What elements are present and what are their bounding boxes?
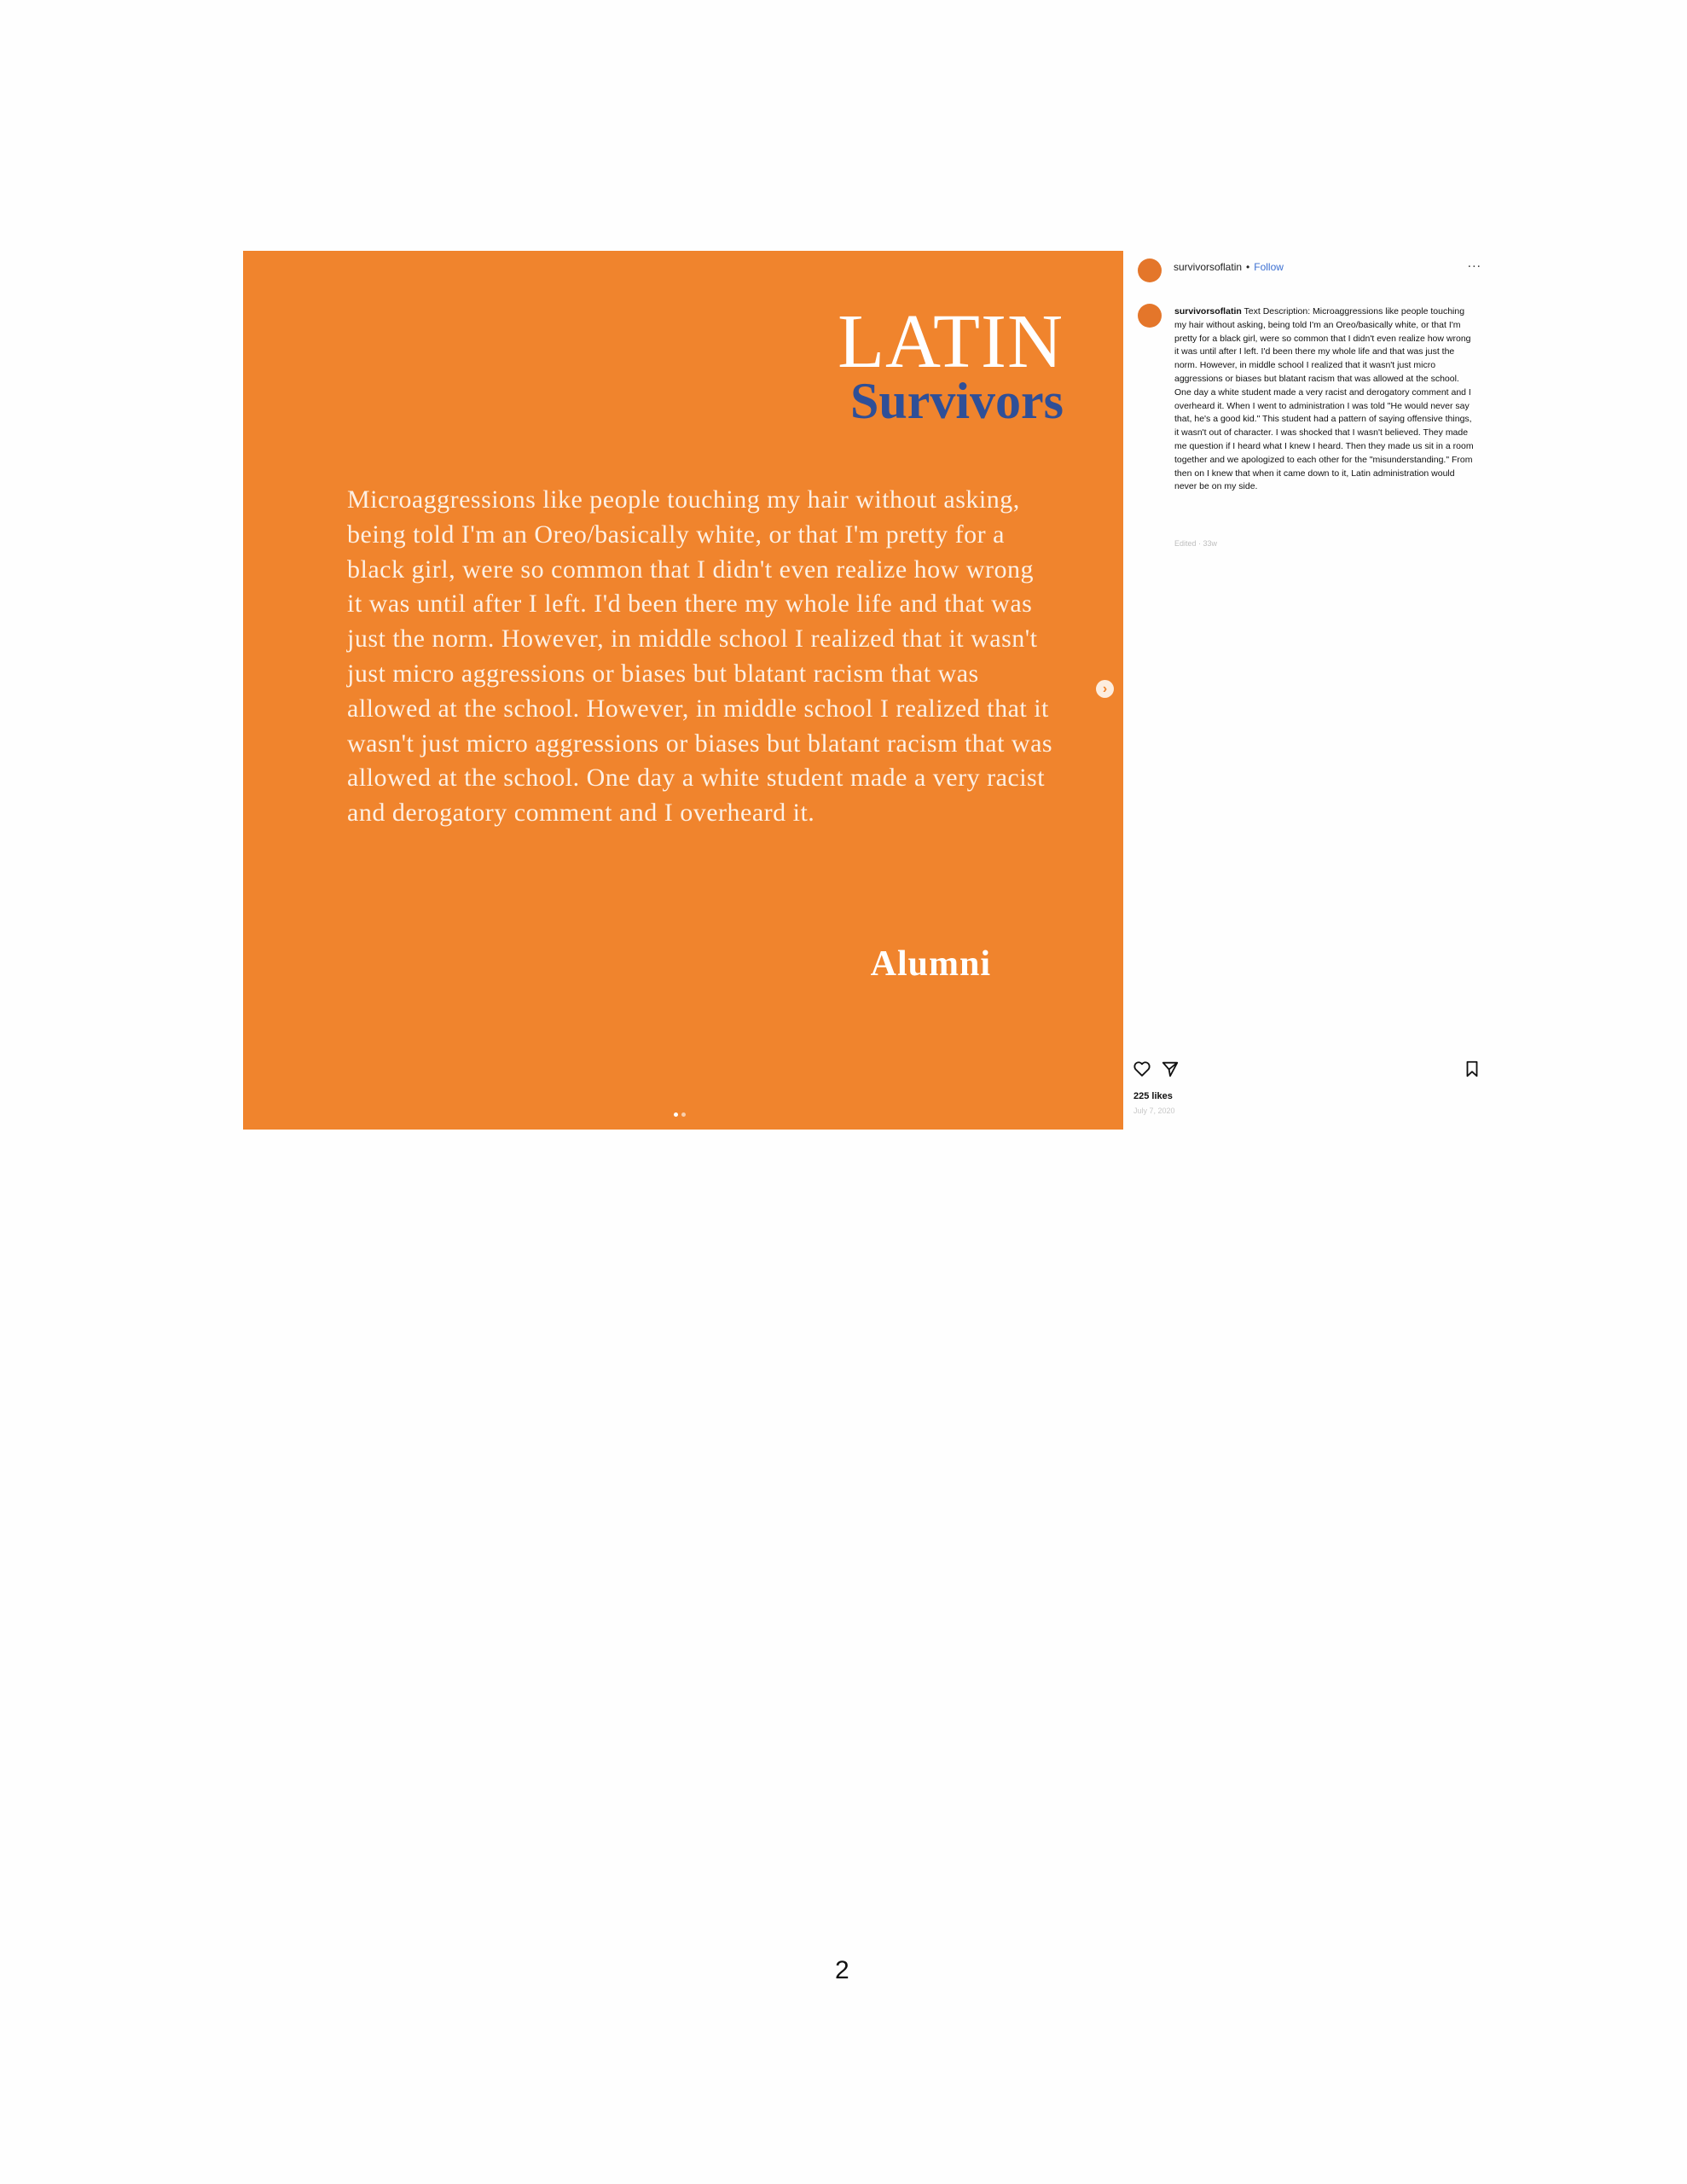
brand-survivors: Survivors: [849, 373, 1064, 429]
carousel-dot-active[interactable]: [674, 1112, 678, 1117]
heart-icon[interactable]: [1133, 1060, 1151, 1078]
bookmark-icon[interactable]: [1463, 1060, 1481, 1078]
post-date: July 7, 2020: [1133, 1107, 1175, 1115]
caption: [1174, 305, 1475, 494]
post-side-panel: [1123, 251, 1499, 1130]
caption-avatar[interactable]: [1138, 304, 1162, 328]
send-icon[interactable]: [1161, 1060, 1180, 1078]
username-link[interactable]: survivorsoflatin: [1174, 261, 1243, 273]
more-options-icon[interactable]: ...: [1467, 256, 1481, 270]
caption-username[interactable]: survivorsoflatin: [1174, 306, 1242, 317]
post-image: [243, 251, 1123, 1130]
carousel-dots: [674, 1112, 686, 1117]
likes-count[interactable]: 225 likes: [1133, 1091, 1173, 1101]
chevron-right-icon[interactable]: ›: [1096, 680, 1114, 698]
post-header: [1174, 261, 1284, 273]
separator: •: [1246, 261, 1250, 273]
testimony-quote: Microaggressions like people touching my hair without asking, being told I'm an Oreo/basically white, or that I'm pretty for a black girl, were so common that I didn't even realize how wrong it was until after I left. I'd been there my whole life and that was just the norm. However, in middle school I realized that it wasn't just micro aggressions or biases but blatant racism that was allowed at the school. However, in middle school I realized that it wasn't just micro aggressions or biases but blatant racism that was allowed at the school. One day a white student made a very racist and derogatory comment and I overheard it.: [347, 485, 1053, 828]
carousel-dot[interactable]: [681, 1112, 686, 1117]
brand-latin: LATIN: [838, 299, 1064, 384]
signature: Alumni: [870, 944, 991, 984]
page-number: 2: [835, 1956, 849, 1984]
follow-button[interactable]: Follow: [1254, 261, 1284, 273]
brand-logo: [838, 299, 1064, 429]
avatar[interactable]: [1138, 258, 1162, 282]
caption-timestamp: Edited · 33w: [1174, 539, 1218, 548]
caption-text: Text Description: Microaggressions like people touching my hair without asking, being told I'm an Oreo/basically white, or that I'm pretty for a black girl, were so common that I didn't even realize how wrong it was until after I left. I'd been there my whole life and that was just the norm. However, in middle school I realized that it wasn't just micro aggressions or biases but blatant racism that was allowed at the school. One day a white student made a very racist and derogatory comment and I overheard it. When I went to administration I was told "He would never say that, he's a good kid." This student had a pattern of saying offensive things, it wasn't out of character. I was shocked that I wasn't believed. They made me question if I heard what I knew I heard. Then they made us sit in a room together and we apologized to each other for the "misunderstanding." From then on I knew that when it came down to it, Latin administration would never be on my side.: [1174, 306, 1474, 492]
